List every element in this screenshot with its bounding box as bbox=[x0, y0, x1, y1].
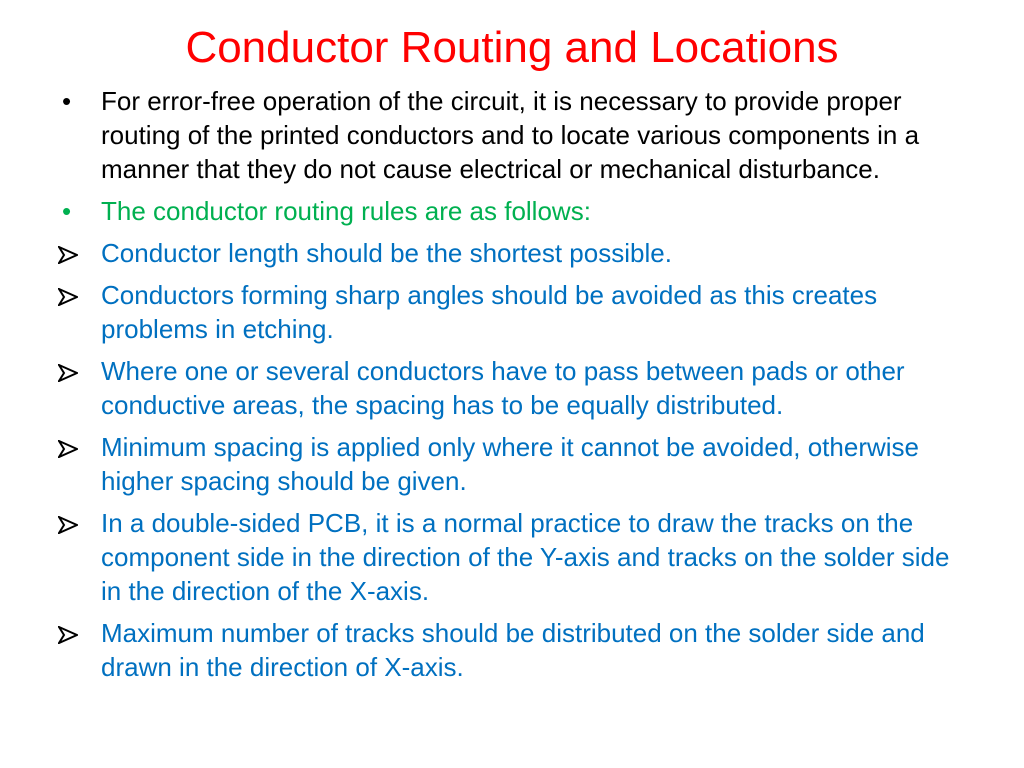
list-item-text: For error-free operation of the circuit, it is necessary to provide proper routing of the printed conductors and to locate various components in a manner that they do not cause electrical or mechanical disturbance. bbox=[101, 86, 920, 184]
list-item-text: In a double-sided PCB, it is a normal practice to draw the tracks on the component side in the direction of the Y-axis and tracks on the solder side in the direction of the X-axis. bbox=[101, 508, 950, 606]
bullet-list bbox=[56, 84, 976, 692]
bullet-icon: • bbox=[62, 196, 72, 226]
list-item-text: Minimum spacing is applied only where it cannot be avoided, otherwise higher spacing should be given. bbox=[101, 432, 919, 496]
list-item-rule bbox=[56, 506, 976, 608]
arrow-icon bbox=[56, 430, 101, 458]
list-item-rule bbox=[56, 354, 976, 422]
list-item-rule bbox=[56, 236, 976, 270]
list-item-text: Conductor length should be the shortest possible. bbox=[101, 238, 672, 268]
list-item-rule bbox=[56, 616, 976, 684]
arrow-icon bbox=[56, 616, 101, 644]
arrow-icon bbox=[56, 506, 101, 534]
list-item-text: Conductors forming sharp angles should be avoided as this creates problems in etching. bbox=[101, 280, 878, 344]
list-item-rules-heading bbox=[56, 194, 976, 228]
list-item-intro bbox=[56, 84, 976, 186]
list-item-text: Maximum number of tracks should be distributed on the solder side and drawn in the direction of X-axis. bbox=[101, 618, 925, 682]
list-item-rule bbox=[56, 430, 976, 498]
slide-title: Conductor Routing and Locations bbox=[185, 23, 839, 72]
list-item-rule bbox=[56, 278, 976, 346]
arrow-icon bbox=[56, 278, 101, 306]
arrow-icon bbox=[56, 354, 101, 382]
list-item-text: The conductor routing rules are as follows: bbox=[101, 196, 591, 226]
bullet-icon: • bbox=[62, 86, 72, 116]
arrow-icon bbox=[56, 236, 101, 264]
list-item-text: Where one or several conductors have to pass between pads or other conductive areas, the spacing has to be equally distributed. bbox=[101, 356, 905, 420]
